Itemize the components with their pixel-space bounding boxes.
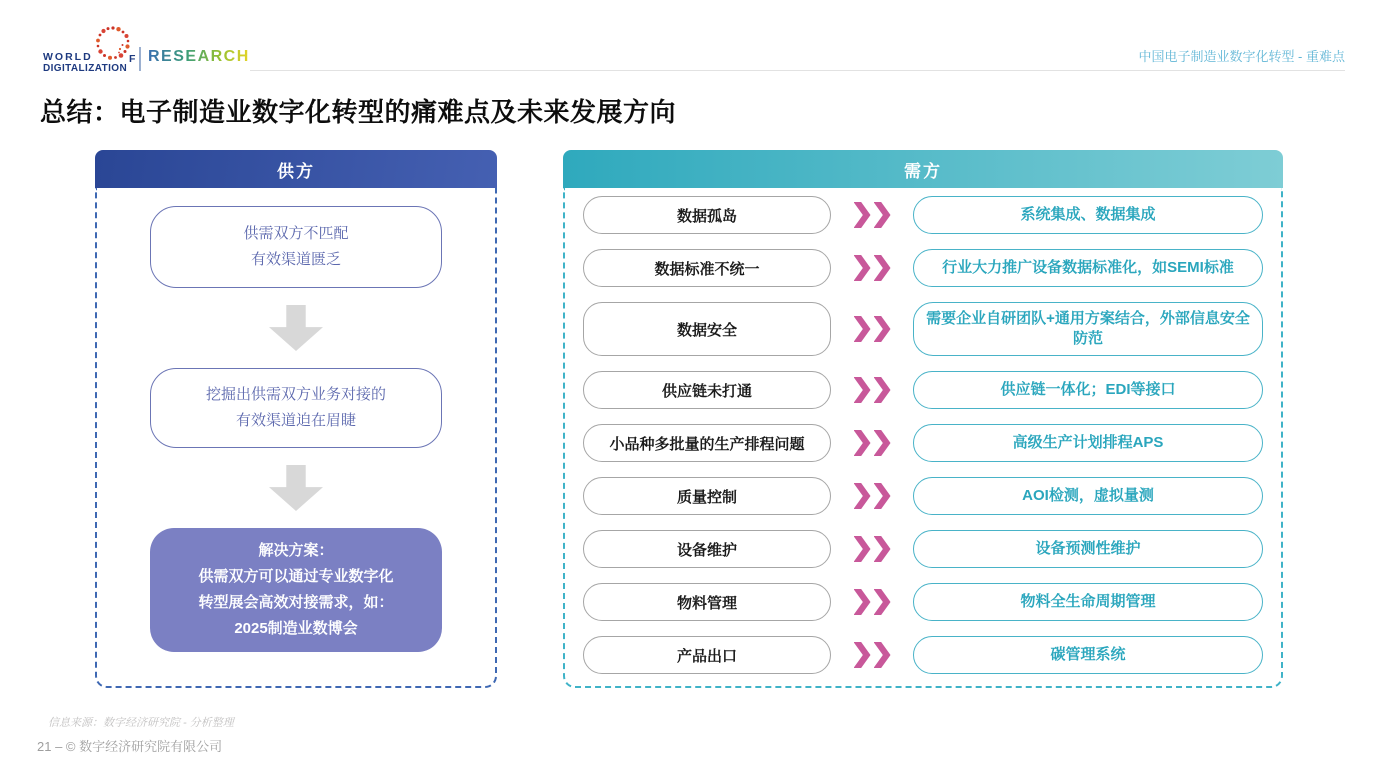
problem-box	[583, 530, 831, 568]
solution-label: AOI检测，虚拟量测	[1022, 486, 1154, 504]
solution-box	[913, 530, 1263, 568]
solution-line2: 供需双方可以通过专业数字化	[198, 567, 394, 585]
problem-label: 物料管理	[676, 594, 737, 612]
demand-panel	[563, 150, 1283, 688]
down-arrow-icon	[269, 305, 323, 351]
problem-box	[583, 249, 831, 287]
supply-step2-line1: 挖掘出供需双方业务对接的	[205, 385, 386, 403]
solution-box	[913, 371, 1263, 409]
problem-box	[583, 424, 831, 462]
demand-row	[583, 424, 1263, 462]
solution-label: 高级生产计划排程APS	[1012, 433, 1164, 451]
demand-panel-header: 需方	[563, 150, 1283, 188]
solution-label: 碳管理系统	[1050, 645, 1126, 663]
demand-row	[583, 636, 1263, 674]
problem-box	[583, 636, 831, 674]
supply-step2-box	[150, 368, 442, 448]
problem-box	[583, 196, 831, 234]
problem-label: 设备维护	[676, 541, 737, 559]
solution-label: 物料全生命周期管理	[1020, 592, 1156, 610]
double-chevron-icon	[831, 636, 913, 674]
demand-row	[583, 477, 1263, 515]
problem-label: 数据安全	[676, 321, 737, 339]
demand-panel-body	[563, 188, 1283, 688]
demand-row	[583, 196, 1263, 234]
solution-label: 需要企业自研团队+通用方案结合，外部信息安全防范	[926, 309, 1250, 347]
logo-word2: DIGITALIZATION	[43, 63, 128, 74]
double-chevron-icon	[831, 477, 913, 515]
double-chevron-icon	[831, 424, 913, 462]
logo-divider	[139, 47, 141, 71]
problem-label: 小品种多批量的生产排程问题	[609, 435, 805, 453]
problem-box	[583, 583, 831, 621]
problem-label: 数据孤岛	[676, 207, 737, 225]
double-chevron-icon	[831, 302, 913, 356]
problem-label: 产品出口	[676, 647, 737, 665]
double-chevron-icon	[831, 196, 913, 234]
supply-solution-box	[150, 528, 442, 652]
solution-line4: 2025制造业数博会	[234, 620, 358, 638]
solution-box	[913, 636, 1263, 674]
supply-step2-line2: 有效渠道迫在眉睫	[235, 412, 356, 429]
solution-line1: 解决方案：	[258, 541, 334, 559]
demand-row	[583, 530, 1263, 568]
problem-box	[583, 371, 831, 409]
solution-box	[913, 424, 1263, 462]
demand-row	[583, 249, 1263, 287]
demand-row	[583, 302, 1263, 356]
double-chevron-icon	[831, 583, 913, 621]
solution-line3: 转型展会高效对接需求，如：	[198, 594, 394, 611]
logo-of-suffix: F	[129, 53, 136, 65]
double-chevron-icon	[831, 371, 913, 409]
logo-word1: WORLD	[43, 51, 93, 63]
problem-label: 数据标准不统一	[654, 260, 760, 278]
supply-panel-body	[95, 188, 497, 688]
solution-label: 供应链一体化；EDI等接口	[1000, 380, 1176, 398]
down-arrow-icon	[269, 465, 323, 511]
page-title: 总结：电子制造业数字化转型的痛难点及未来发展方向	[40, 97, 677, 127]
solution-label: 行业大力推广设备数据标准化，如SEMI标准	[942, 258, 1234, 276]
supply-step1-line2: 有效渠道匮乏	[250, 251, 341, 268]
demand-row	[583, 583, 1263, 621]
dotted-circle-icon	[93, 23, 136, 65]
supply-step1-box	[150, 206, 442, 288]
problem-box	[583, 477, 831, 515]
demand-row	[583, 371, 1263, 409]
wod-research-logo	[43, 22, 263, 74]
solution-label: 设备预测性维护	[1035, 539, 1141, 557]
logo-research-wordmark: RESEARCH	[148, 48, 250, 65]
topic-label: 中国电子制造业数字化转型 - 重难点	[1138, 49, 1345, 64]
supply-panel	[95, 150, 497, 688]
solution-box	[913, 583, 1263, 621]
solution-box	[913, 477, 1263, 515]
header-divider-line	[250, 70, 1345, 71]
supply-step1-line1: 供需双方不匹配	[243, 224, 349, 242]
page-number-copyright: 21 – © 数字经济研究院有限公司	[37, 739, 223, 754]
double-chevron-icon	[831, 530, 913, 568]
problem-label: 供应链未打通	[661, 382, 752, 400]
source-note: 信息来源：数字经济研究院 - 分析整理	[48, 717, 234, 729]
solution-label: 系统集成、数据集成	[1020, 205, 1156, 223]
solution-box	[913, 302, 1263, 356]
problem-label: 质量控制	[676, 488, 737, 506]
solution-box	[913, 196, 1263, 234]
problem-box	[583, 302, 831, 356]
double-chevron-icon	[831, 249, 913, 287]
supply-panel-header: 供方	[95, 150, 497, 188]
solution-box	[913, 249, 1263, 287]
